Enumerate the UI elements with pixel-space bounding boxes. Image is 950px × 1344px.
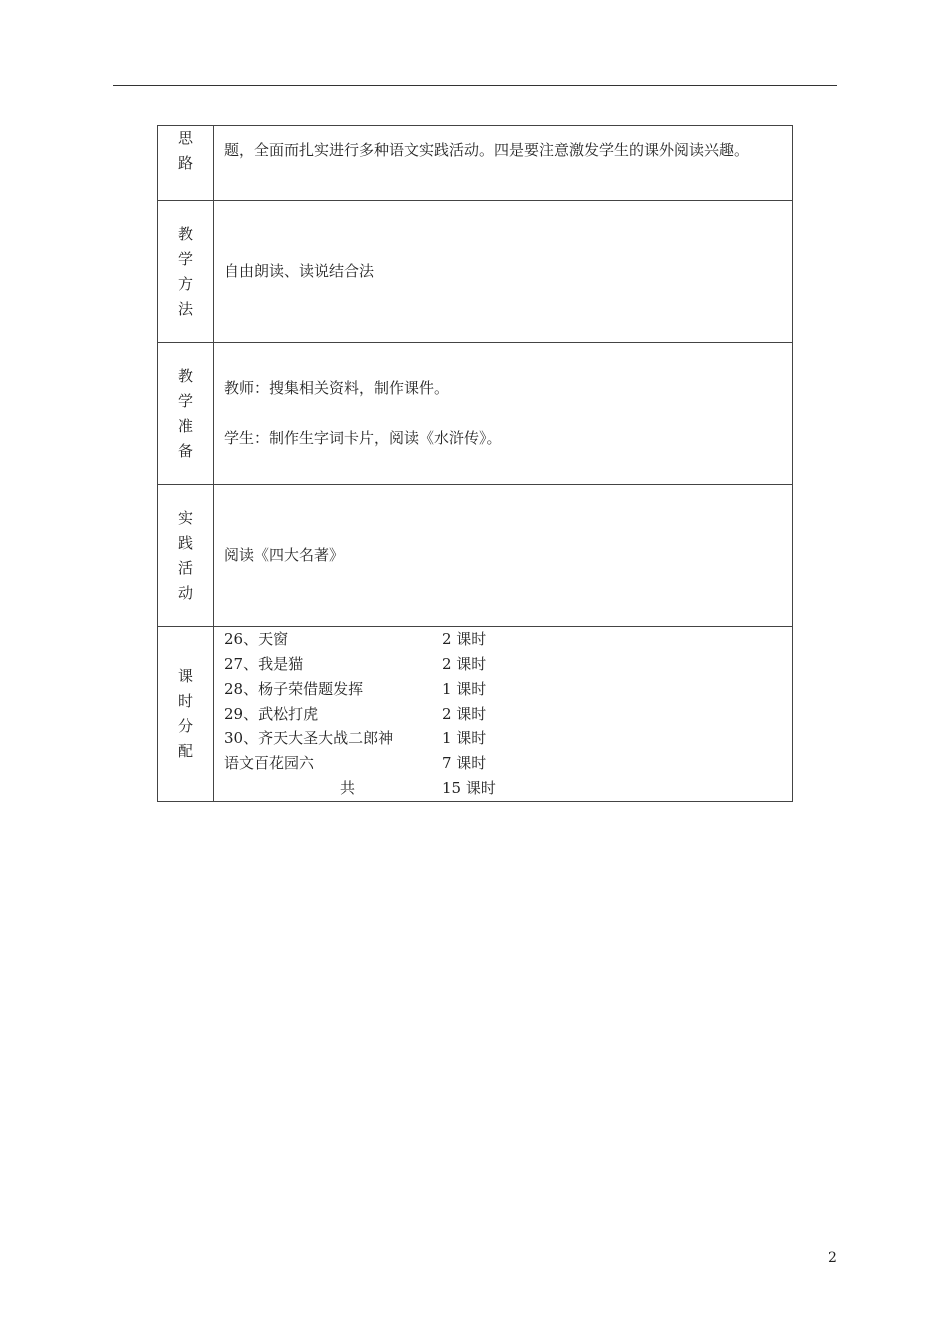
label-thinking: 思 路: [158, 126, 214, 201]
total-hours: 15 课时: [442, 778, 496, 797]
lesson-title: 30、齐天大圣大战二郎神: [224, 729, 394, 748]
list-item: [224, 726, 784, 751]
total-title: 共: [340, 778, 356, 797]
lesson-hours: 2 课时: [442, 655, 487, 673]
list-item: [224, 702, 784, 727]
page-number: 2: [828, 1250, 837, 1266]
label-practice: 实 践 活 动: [158, 485, 214, 627]
row-thinking: [158, 126, 793, 201]
content-schedule: [214, 627, 793, 802]
list-item: [224, 751, 784, 776]
lesson-title: 28、杨子荣借题发挥: [224, 679, 364, 698]
lesson-title: 29、武松打虎: [224, 704, 319, 723]
lesson-title: 语文百花园六: [224, 754, 315, 773]
lesson-hours: 2 课时: [442, 630, 487, 649]
list-item: [224, 677, 784, 702]
lesson-hours: 7 课时: [442, 754, 487, 773]
label-method: 教 学 方 法: [158, 201, 214, 343]
row-preparation: [158, 343, 793, 485]
row-practice: [158, 485, 793, 627]
content-method: 自由朗读、读说结合法: [214, 201, 793, 343]
content-preparation: [214, 343, 793, 485]
lesson-title: 26、天窗: [224, 630, 289, 649]
label-schedule: 课 时 分 配: [158, 627, 214, 802]
label-preparation: 教 学 准 备: [158, 343, 214, 485]
content-practice: 阅读《四大名著》: [214, 485, 793, 627]
lesson-hours: 1 课时: [442, 679, 487, 698]
lesson-hours: 2 课时: [442, 704, 487, 723]
list-item: [224, 627, 784, 652]
prep-student: 学生：制作生字词卡片，阅读《水浒传》。: [224, 429, 502, 447]
header-rule: [113, 85, 837, 86]
prep-teacher: 教师：搜集相关资料，制作课件。: [224, 379, 450, 397]
total-row: [224, 776, 784, 801]
lesson-plan-table: [157, 125, 793, 802]
content-thinking: 题，全面而扎实进行多种语文实践活动。四是要注意激发学生的课外阅读兴趣。: [214, 126, 793, 201]
lesson-title: 27、我是猫: [224, 655, 304, 673]
row-method: [158, 201, 793, 343]
list-item: [224, 652, 784, 677]
lesson-hours: 1 课时: [442, 729, 487, 748]
row-schedule: [158, 627, 793, 802]
